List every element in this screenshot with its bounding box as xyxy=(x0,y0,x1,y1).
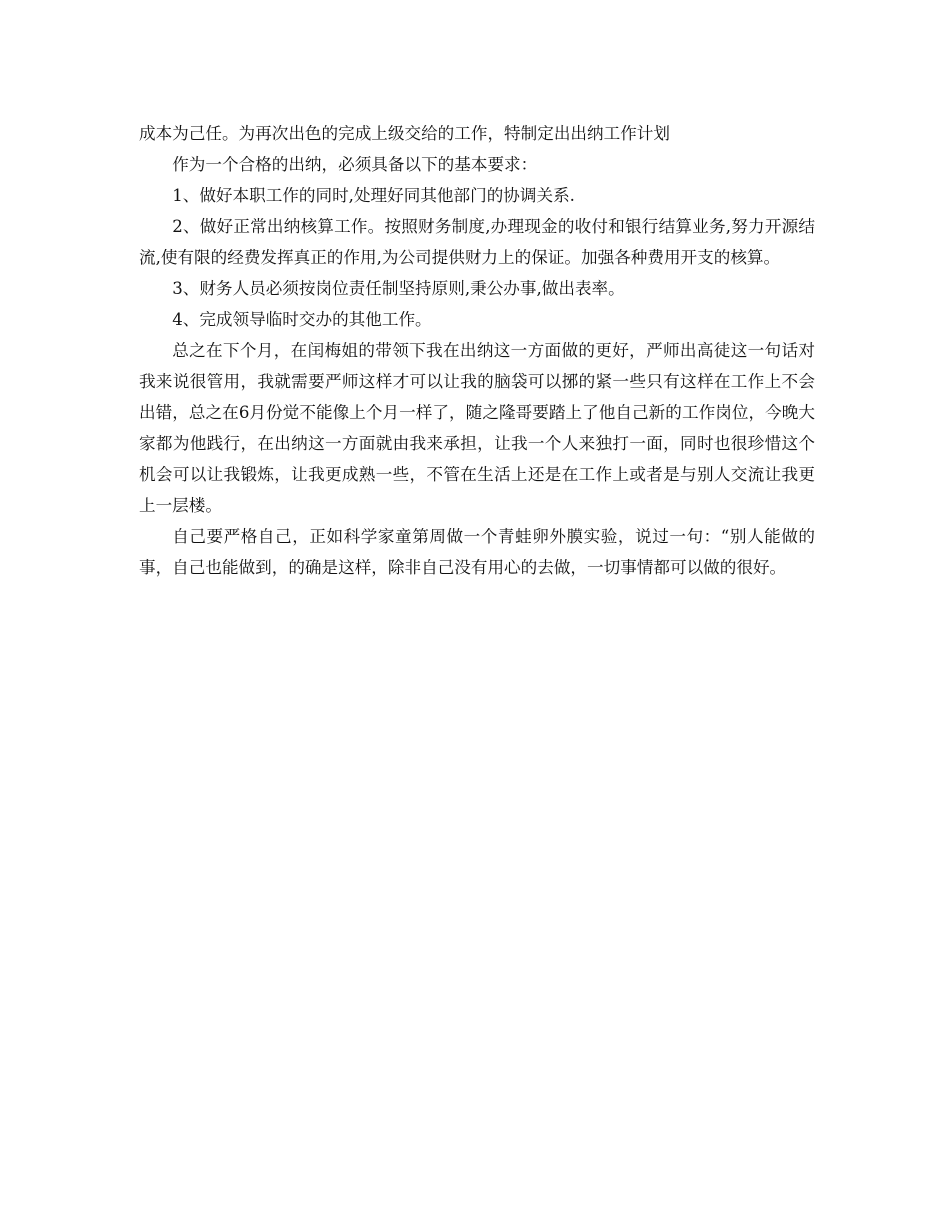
paragraph-conclusion: 自己要严格自己，正如科学家童第周做一个青蛙卵外膜实验，说过一句：“别人能做的事，自己也能做到，的确是这样，除非自己没有用心的去做，一切事情都可以做的很好。 xyxy=(139,527,815,577)
list-item-4: 4、完成领导临时交办的其他工作。 xyxy=(172,310,432,329)
paragraph-continuation: 成本为己任。为再次出色的完成上级交给的工作，特制定出出纳工作计划 xyxy=(139,124,670,143)
list-item-2: 2、做好正常出纳核算工作。按照财务制度,办理现金的收付和银行结算业务,努力开源结流,使有限的经费发挥真正的作用,为公司提供财力上的保证。加强各种费用开支的核算。 xyxy=(139,217,815,267)
list-item-1: 1、做好本职工作的同时,处理好同其他部门的协调关系. xyxy=(172,186,575,205)
list-item-3: 3、财务人员必须按岗位责任制坚持原则,秉公办事,做出表率。 xyxy=(172,279,625,298)
paragraph-summary: 总之在下个月，在闰梅姐的带领下我在出纳这一方面做的更好，严师出高徒这一句话对我来说很管用，我就需要严师这样才可以让我的脑袋可以捓的紧一些只有这样在工作上不会出错，总之在6月份觉不能像上个月一样了，随之隆哥要踏上了他自己新的工作岗位，今晚大家都为他践行，在出纳这一方面就由我来承担，让我一个人来独打一面，同时也很珍惜这个机会可以让我锻炼，让我更成熟一些，不管在生活上还是在工作上或者是与别人交流让我更上一层楼。 xyxy=(139,341,815,515)
paragraph-requirements-intro: 作为一个合格的出纳，必须具备以下的基本要求： xyxy=(172,155,538,174)
document-body xyxy=(139,118,815,583)
